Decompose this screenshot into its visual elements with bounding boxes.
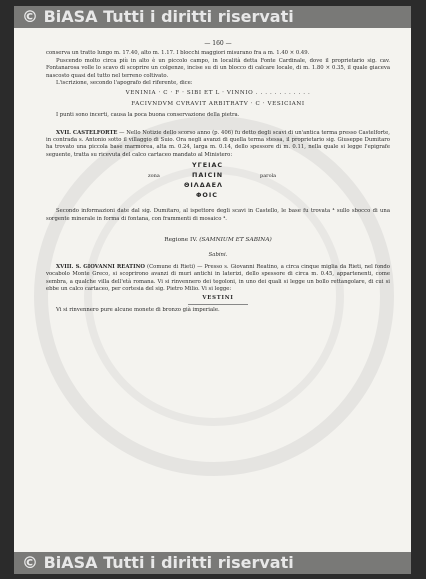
section-xviii-heading: XVIII. S. GIOVANNI REATINO [56,263,146,270]
section-xvii-paragraph-2: Secondo informazioni date dal sig. Dumitaro, al ispettore degli scavi in Castello, le base fu trovata ⁴ sullo sbocco di una sorgente minerale in forma di fontana, con frammenti di mosaico ⁴. [46,208,390,222]
document-page [14,6,411,574]
section-xviii-paragraph-2: Vi si rinvennero pure alcune monete di bronzo già imperiale. [56,306,220,313]
watermark-bottom-banner: © BiASA Tutti i diritti riservati [14,552,411,574]
inscription-line-1: VENINIA · C · F · SIBI ET L · VINNIO . . . . . . . . . . . . [125,90,311,97]
watermark-top-banner: © BiASA Tutti i diritti riservati [14,6,411,28]
divider [188,304,248,305]
greek-inscription [46,162,390,202]
section-xvii-heading: XVII. CASTELFORTE [56,129,118,136]
section-xvii-text: — Nello Notizie dello scorso anno (p. 406) fu detto degli scavi di un'antica terma presso Castelforte, in contrada s. Antonio sotto il villaggio di Suio. Ora negli avanzi di quella terma stessa, il proprietario sig. Giuseppe Dumitaro ha trovato una piccola base marmorea, alta m. 0.24, larga m. 0.14, dello spessore di m. 0.11, nella quale si legge l'epigrafe seguente, tratta su ricevuta del calco cartaceo mandato al Ministero: [46,129,390,158]
paragraph-1: conserva un tratto lungo m. 17.40, alto m. 1.17. I blocchi maggiori misurano fra a m. 1.40 × 0.49. [46,50,310,57]
regione-heading [46,237,390,244]
greek-line-2: ΠΑΙCIN [192,171,224,180]
page-content [46,40,390,314]
paragraph-2: Puscendo molto circa più in alto è un piccolo campo, in località detta Fonte Cardinale, dove il proprietario sig. cav. Fontanarosa volle lo scavo di scoprire un colgenze, incise su di un blocco di calcare locale, di m. 1.80 × 0.35, il quale giaceva nascosto quasi del tutto nel terreno coltivato. [46,57,390,79]
section-xvii [46,130,390,160]
paragraph-3: L'iscrizione, secondo l'apografo del riferente, dice: [56,80,193,87]
section-xviii [46,264,390,294]
greek-line-1: ΥΓΕΙΑC [192,161,224,170]
section-xviii-text: — Presso s. Giovanni Reatino, a circa cinque miglia da Rieti, nel fondo vocabolo Monte Greco, si scoprirono avanzi di muri antichi in laterizi, dello spessore di circa m. 0.45, appartenenti, come sembra, a qualche villa dell'età romana. Vi si rinvennero dei tegoloni, in uno dei quali si legge un bollo rettangolare, di cui si ebbe un calco cartaceo, per cortesia del sig. Pietro Milio. Vi si legge: [46,263,390,293]
inscription-line-2: FACIVNDVM CVRAVIT ARBITRATV · C · VESICIANI [131,100,305,107]
regione-name: (SAMNIUM ET SABINA) [199,237,272,244]
regione-label: Regione IV. [164,237,198,244]
subtitle-sabini: Sabini. [208,251,228,258]
paragraph-4: I punti sono incerti, causa la poca buona conservazione della pietra. [56,112,240,119]
section-xviii-comune: (Comune di Rieti) [147,263,196,270]
page-number: — 160 — [204,40,232,47]
greek-side-right: parola [260,173,277,180]
stamp-vestini: VESTINI [202,294,234,301]
greek-line-3: ΘΙΛΔΑΕΛ [184,181,223,190]
greek-line-4: ΦΟΙC [196,191,218,200]
greek-side-left: zona [148,173,160,180]
